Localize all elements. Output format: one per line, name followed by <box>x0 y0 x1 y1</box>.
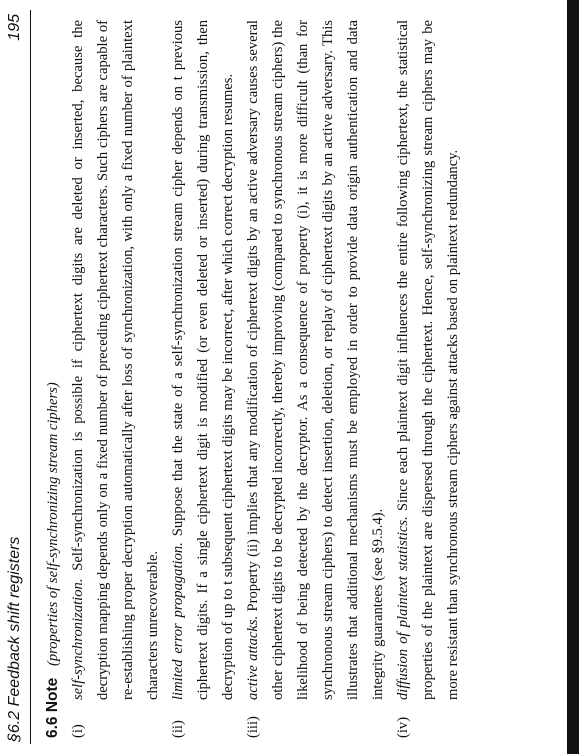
list-item <box>391 20 466 738</box>
item-term: limited error propagation. <box>170 542 186 700</box>
item-text: Suppose that the state of a self-synchronization stream cipher depends on t previous ciphertext digits. If a single ciphertext digit is modified (or even deleted or inserted) during transmission, then decryption of up to t subsequent ciphertext digits may be incorrect, after which correct decryption resumes. <box>170 20 236 700</box>
item-body <box>391 20 466 700</box>
item-label: (iv) <box>395 716 411 738</box>
note-number: 6.6 Note <box>44 677 61 738</box>
item-text: Since each plaintext digit influences the entire following ciphertext, the statistical properties of the plaintext are dispersed through the ciphertext. Hence, self-synchronizing stream ciphers may be more resistant than synchronous stream ciphers against attacks based on plaintext redundancy. <box>395 19 461 700</box>
list-item <box>241 20 391 738</box>
section-title: §6.2 Feedback shift registers <box>6 536 23 742</box>
list-item <box>66 20 166 738</box>
item-text: Self-synchronization is possible if ciphertext digits are deleted or inserted, because the decryption mapping depends only on a fixed number of preceding ciphertext characters. Such ciphers are capable of re-establishing proper decryption automatically after loss of synchronization, with only a fixed number of plaintext characters unrecoverable. <box>70 20 161 700</box>
item-term: active attacks. <box>245 615 261 700</box>
item-term: diffusion of plaintext statistics. <box>395 516 411 700</box>
bottom-scan-edge <box>567 0 579 754</box>
item-label: (ii) <box>170 720 186 738</box>
header-rule <box>30 10 31 744</box>
note-heading <box>40 20 66 738</box>
item-label: (iii) <box>245 716 261 738</box>
page-number: 195 <box>6 14 23 41</box>
list-item <box>166 20 241 738</box>
item-label: (i) <box>70 724 86 738</box>
item-body <box>66 20 166 700</box>
item-body <box>241 20 391 700</box>
running-head <box>2 14 28 742</box>
note-block <box>40 20 466 738</box>
note-title: (properties of self-synchronizing stream ciphers) <box>45 382 61 667</box>
item-body <box>166 20 241 700</box>
item-term: self-synchronization. <box>70 578 86 700</box>
item-text: Property (ii) implies that any modification of ciphertext digits by an active adversary causes several other ciphertext digits to be decrypted incorrectly, thereby improving (compared to synchronous stream ciphers) the likelihood of being detected by the decryptor. As a consequence of property (i), it is more difficult (than for synchronous stream ciphers) to detect insertion, deletion, or replay of ciphertext digits by an active adversary. This illustrates that additional mechanisms must be employed in order to provide data origin authentication and data integrity guarantees (see §9.5.4). <box>245 20 386 700</box>
